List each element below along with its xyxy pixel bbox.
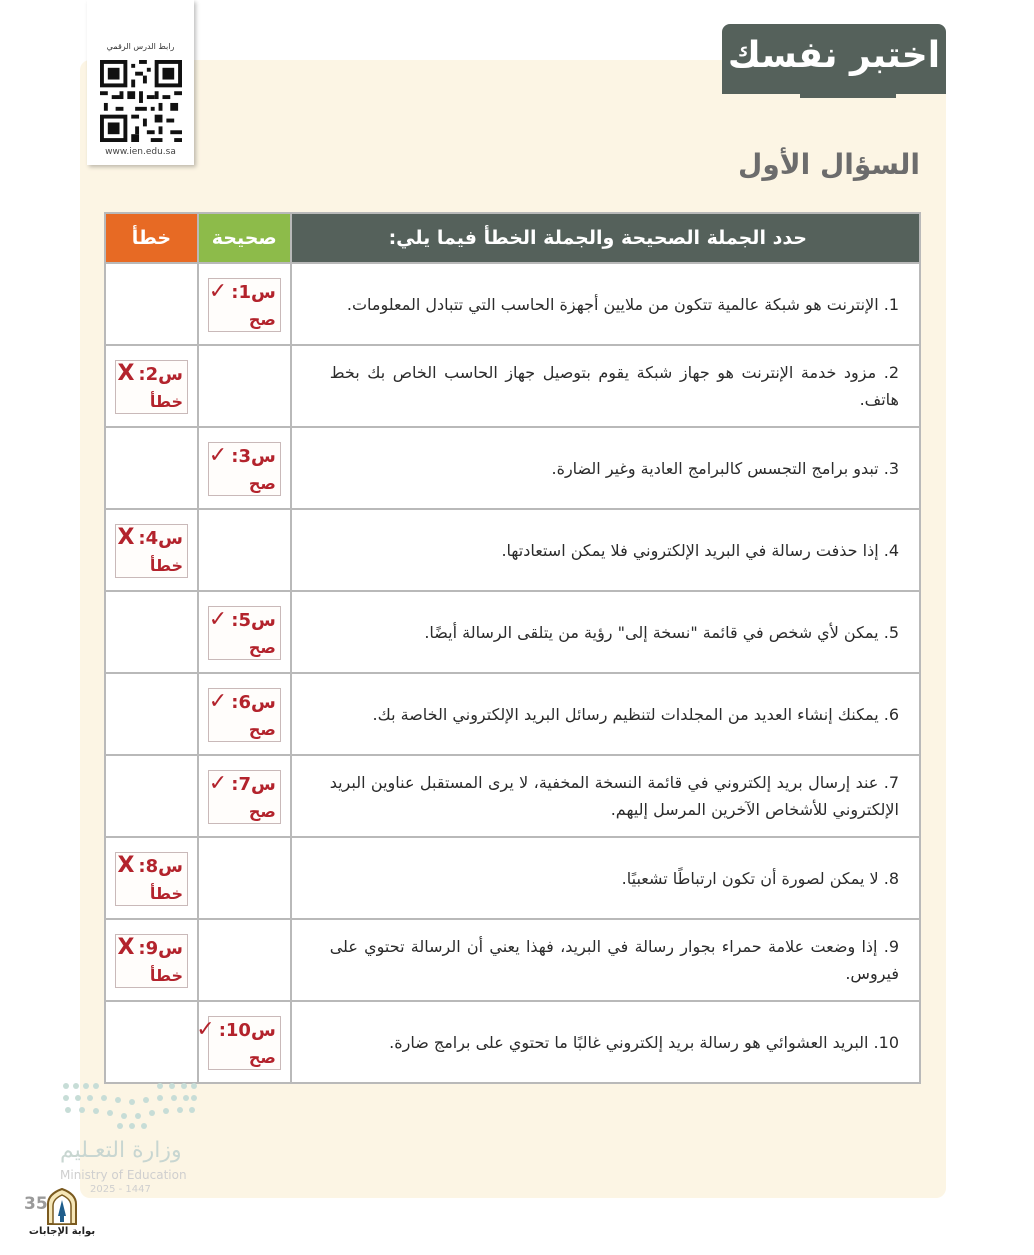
false-answer-cell[interactable] — [105, 755, 198, 837]
question-text: 7. عند إرسال بريد إلكتروني في قائمة النسخة المخفية، لا يرى المستقبل عناوين البريد الإلكتروني للأشخاص الآخرين المرسل إليهم. — [291, 755, 920, 837]
false-answer-cell[interactable] — [105, 509, 198, 591]
table-body — [105, 263, 920, 1083]
question-text: 8. لا يمكن لصورة أن تكون ارتباطًا تشعبيًا. — [291, 837, 920, 919]
ministry-dots-icon — [60, 1080, 200, 1130]
wrong-answer-stamp — [115, 852, 188, 906]
stamp-question-number: س6: — [231, 692, 276, 713]
stamp-verdict: خطأ — [149, 556, 183, 575]
false-answer-cell[interactable] — [105, 1001, 198, 1083]
question-text: 2. مزود خدمة الإنترنت هو جهاز شبكة يقوم بتوصيل جهاز الحاسب الخاص بك بخط هاتف. — [291, 345, 920, 427]
question-text: 5. يمكن لأي شخص في قائمة "نسخة إلى" رؤية من يتلقى الرسالة أيضًا. — [291, 591, 920, 673]
true-answer-cell[interactable] — [198, 591, 291, 673]
qr-url[interactable]: www.ien.edu.sa — [105, 147, 176, 157]
false-answer-cell[interactable] — [105, 673, 198, 755]
section-title: السؤال الأول — [738, 148, 920, 181]
table-row — [105, 837, 920, 919]
stamp-verdict: صح — [248, 638, 276, 657]
wrong-answer-stamp — [115, 360, 188, 414]
table-row — [105, 591, 920, 673]
answers-portal-logo[interactable] — [28, 1186, 96, 1246]
stamp-header — [117, 527, 183, 550]
stamp-verdict: صح — [248, 1048, 276, 1067]
portal-mosque-icon — [42, 1186, 82, 1226]
question-text: 10. البريد العشوائي هو رسالة بريد إلكتروني غالبًا ما تحتوي على برامج ضارة. — [291, 1001, 920, 1083]
true-answer-cell[interactable] — [198, 509, 291, 591]
banner-underline — [800, 94, 896, 98]
true-answer-cell[interactable] — [198, 755, 291, 837]
stamp-question-number: س4: — [138, 528, 183, 549]
check-mark-icon: ✓ — [208, 443, 228, 468]
table-row — [105, 345, 920, 427]
stamp-header — [117, 363, 183, 386]
true-answer-cell[interactable] — [198, 427, 291, 509]
question-text: 1. الإنترنت هو شبكة عالمية تتكون من ملايين أجهزة الحاسب التي تتبادل المعلومات. — [291, 263, 920, 345]
wrong-answer-stamp — [115, 524, 188, 578]
stamp-header — [117, 855, 183, 878]
false-answer-cell[interactable] — [105, 837, 198, 919]
qr-label: رابط الدرس الرقمي — [106, 42, 175, 51]
false-answer-cell[interactable] — [105, 345, 198, 427]
check-mark-icon: ✓ — [208, 689, 228, 714]
stamp-verdict: صح — [248, 474, 276, 493]
question-header: حدد الجملة الصحيحة والجملة الخطأ فيما يلي: — [291, 213, 920, 263]
false-answer-cell[interactable] — [105, 919, 198, 1001]
ministry-logo — [60, 1080, 200, 1200]
correct-answer-stamp — [208, 442, 281, 496]
qr-card[interactable] — [87, 0, 194, 165]
ministry-name-ar: وزارة التعـليم — [60, 1138, 182, 1163]
correct-answer-stamp — [208, 278, 281, 332]
stamp-header — [209, 609, 276, 632]
wrong-answer-stamp — [115, 934, 188, 988]
stamp-verdict: صح — [248, 802, 276, 821]
stamp-header — [209, 445, 276, 468]
stamp-header — [209, 773, 276, 796]
stamp-question-number: س1: — [231, 282, 276, 303]
check-mark-icon: ✓ — [208, 607, 228, 632]
stamp-verdict: صح — [248, 720, 276, 739]
question-text: 9. إذا وضعت علامة حمراء بجوار رسالة في البريد، فهذا يعني أن الرسالة تحتوي على فيروس. — [291, 919, 920, 1001]
ministry-year: 2025 - 1447 — [90, 1184, 151, 1195]
qr-code-icon[interactable] — [100, 60, 182, 142]
stamp-question-number: س3: — [231, 446, 276, 467]
false-header: خطأ — [105, 213, 198, 263]
correct-answer-stamp — [196, 1016, 281, 1070]
table-row — [105, 1001, 920, 1083]
stamp-question-number: س8: — [138, 856, 183, 877]
x-mark-icon: X — [117, 853, 135, 878]
stamp-verdict: صح — [248, 310, 276, 329]
stamp-question-number: س2: — [138, 364, 183, 385]
check-mark-icon: ✓ — [208, 771, 228, 796]
check-mark-icon: ✓ — [196, 1017, 215, 1042]
stamp-question-number: س7: — [231, 774, 276, 795]
true-answer-cell[interactable] — [198, 1001, 291, 1083]
stamp-question-number: س10: — [218, 1020, 276, 1041]
true-answer-cell[interactable] — [198, 263, 291, 345]
stamp-header — [209, 281, 276, 304]
table-header-row — [105, 213, 920, 263]
question-text: 3. تبدو برامج التجسس كالبرامج العادية وغير الضارة. — [291, 427, 920, 509]
false-answer-cell[interactable] — [105, 263, 198, 345]
stamp-question-number: س5: — [231, 610, 276, 631]
table-row — [105, 427, 920, 509]
check-mark-icon: ✓ — [208, 279, 228, 304]
ministry-name-en: Ministry of Education — [60, 1168, 187, 1182]
correct-answer-stamp — [208, 606, 281, 660]
question-text: 6. يمكنك إنشاء العديد من المجلدات لتنظيم رسائل البريد الإلكتروني الخاصة بك. — [291, 673, 920, 755]
x-mark-icon: X — [117, 361, 135, 386]
page-number: 35 — [24, 1194, 48, 1214]
x-mark-icon: X — [117, 935, 135, 960]
x-mark-icon: X — [117, 525, 135, 550]
table-row — [105, 673, 920, 755]
correct-answer-stamp — [208, 770, 281, 824]
stamp-question-number: س9: — [138, 938, 183, 959]
true-answer-cell[interactable] — [198, 919, 291, 1001]
false-answer-cell[interactable] — [105, 591, 198, 673]
table-row — [105, 509, 920, 591]
stamp-header — [209, 691, 276, 714]
true-header: صحيحة — [198, 213, 291, 263]
correct-answer-stamp — [208, 688, 281, 742]
table-row — [105, 263, 920, 345]
table-row — [105, 919, 920, 1001]
table-row — [105, 755, 920, 837]
true-false-table — [104, 212, 921, 1084]
stamp-verdict: خطأ — [149, 966, 183, 985]
portal-label: بوابة الإجابات — [28, 1226, 96, 1237]
true-answer-cell[interactable] — [198, 837, 291, 919]
true-answer-cell[interactable] — [198, 345, 291, 427]
banner-title: اختبر نفسك — [722, 24, 946, 94]
stamp-verdict: خطأ — [149, 884, 183, 903]
true-answer-cell[interactable] — [198, 673, 291, 755]
question-text: 4. إذا حذفت رسالة في البريد الإلكتروني فلا يمكن استعادتها. — [291, 509, 920, 591]
false-answer-cell[interactable] — [105, 427, 198, 509]
stamp-verdict: خطأ — [149, 392, 183, 411]
stamp-header — [196, 1019, 276, 1042]
stamp-header — [117, 937, 183, 960]
